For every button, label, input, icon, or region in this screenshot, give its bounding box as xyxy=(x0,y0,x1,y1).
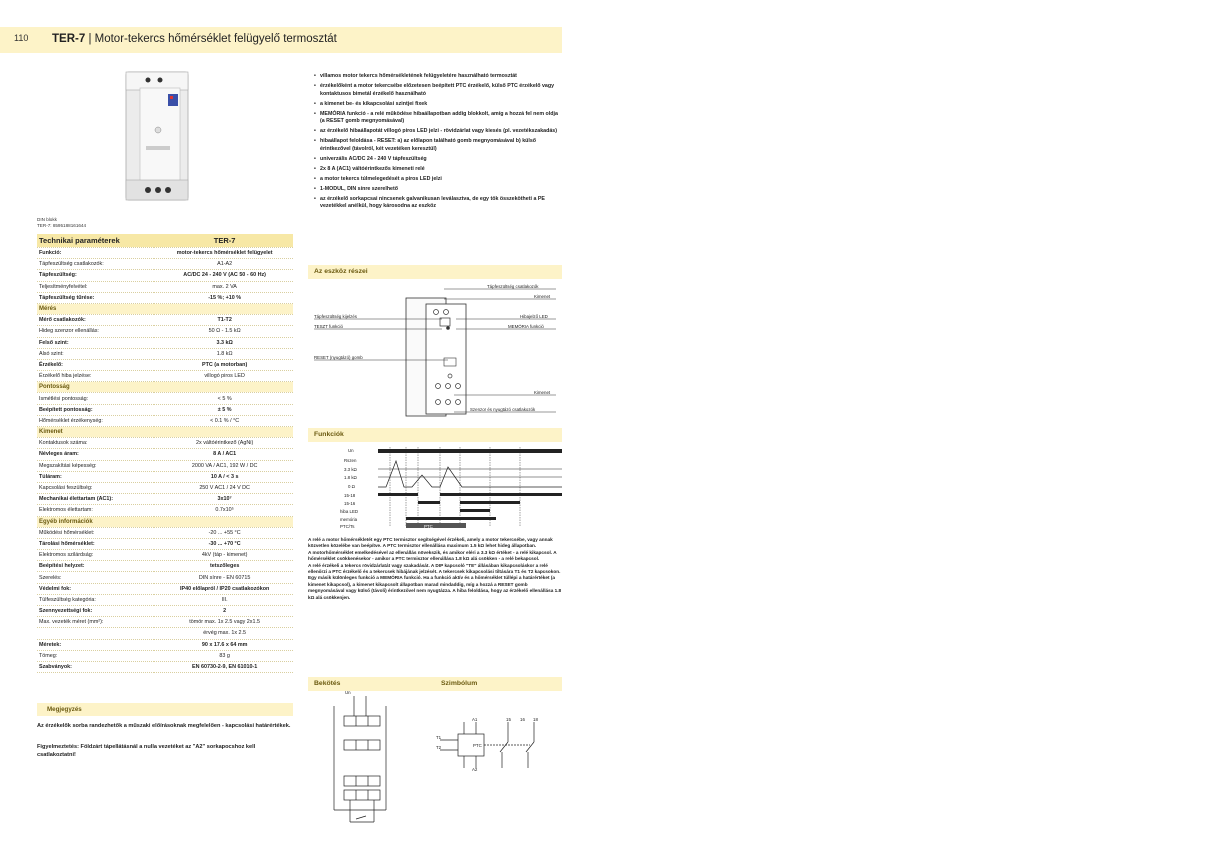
parts-label-supply: Tápfeszültség csatlakozók xyxy=(487,284,539,289)
parts-label-output-top: Kimenet xyxy=(534,294,551,299)
technical-parameters-table xyxy=(37,234,293,673)
feature-item: • villamos motor tekercs hőmérsékletének felügyeletére használható termosztát xyxy=(314,73,562,81)
table-row xyxy=(37,661,293,672)
note-1: Az érzékelők sorba randezhetők a műszaki előírásoknak megfelelően - kapcsolási határértékek. xyxy=(37,723,291,729)
symbol-label-ptc: PTC xyxy=(473,743,482,748)
table-row xyxy=(37,404,293,415)
symbol-label-16: 16 xyxy=(520,717,525,722)
parts-label-reset: RESET (nyugtázó) gomb xyxy=(314,355,363,360)
table-row xyxy=(37,248,293,259)
table-cell-label: Méretek: xyxy=(37,639,154,650)
table-section-title: Egyéb információk xyxy=(37,516,293,527)
table-cell-value: 4kV (táp - kimenet) xyxy=(154,550,293,561)
table-cell-label: Teljesítményfelvétel: xyxy=(37,281,154,292)
table-cell-value: 1.8 kΩ xyxy=(154,348,293,359)
table-header-row xyxy=(37,234,293,248)
table-cell-value: T1-T2 xyxy=(154,315,293,326)
table-cell-value: -15 %; +10 % xyxy=(154,292,293,303)
model-name: TER-7 xyxy=(52,33,86,45)
table-cell-label: Hideg szenzor ellenállás: xyxy=(37,326,154,337)
table-row xyxy=(37,460,293,471)
table-cell-value: 2x váltóérintkező (AgNi) xyxy=(154,438,293,449)
table-cell-label: Max. vezeték méret (mm²): xyxy=(37,617,154,628)
table-cell-label: Túláram: xyxy=(37,471,154,482)
table-row xyxy=(37,650,293,661)
feature-item: • univerzális AC/DC 24 - 240 V tápfeszültség xyxy=(314,156,562,164)
feature-item: • az érzékelő sorkapcsai nincsenek galvanikusan leválasztva, de egy tök összekötheti a PE vezetékkel anélkül, hogy károsodna az eszköz xyxy=(314,196,562,211)
functions-section-header: Funkciók xyxy=(308,428,562,442)
table-cell-value: III. xyxy=(154,594,293,605)
table-cell-label: Tápfeszültség tűrése: xyxy=(37,292,154,303)
table-cell-label: Tápfeszültség csatlakozók: xyxy=(37,259,154,270)
table-cell-label: Megszakítási képesség: xyxy=(37,460,154,471)
page-number: 110 xyxy=(14,33,29,43)
table-cell-label: Beépített pontosság: xyxy=(37,404,154,415)
parts-leader-lines xyxy=(314,282,556,414)
symbol-label-t2: T2 xyxy=(436,745,442,750)
table-cell-label: Alsó szint: xyxy=(37,348,154,359)
table-cell-value: tetszőleges xyxy=(154,561,293,572)
table-row xyxy=(37,438,293,449)
table-cell-label: Ismétlési pontosság: xyxy=(37,393,154,404)
table-cell-value: -20 ... +55 °C xyxy=(154,527,293,538)
table-cell-value: 2000 VA / AC1, 192 W / DC xyxy=(154,460,293,471)
table-row xyxy=(37,538,293,549)
table-section-row xyxy=(37,427,293,438)
table-row xyxy=(37,292,293,303)
func-label-rszen: Rszen xyxy=(344,458,357,463)
feature-list xyxy=(314,73,562,213)
table-cell-label: Tárolási hőmérséklet: xyxy=(37,538,154,549)
table-cell-value: 250 V AC1 / 24 V DC xyxy=(154,482,293,493)
func-label-1-8k: 1.8 kΩ xyxy=(344,475,357,480)
func-label-ptc-ts: PTC/Ts xyxy=(340,524,355,529)
description-paragraph: A motorhőmérséklet emelkedésével az ellenállás növekszik, és amikor eléri a 3.3 kΩ értéket - a relé kikapcsol. A hőmérséklet csökkenésekor - amikor a PTC termisztor ellenállása 1.8 kΩ alá csökken - a relé bekapcsol. xyxy=(308,549,557,562)
table-row xyxy=(37,471,293,482)
func-label-0: 0 Ω xyxy=(348,484,355,489)
table-cell-label: Beépítési helyzet: xyxy=(37,561,154,572)
table-row xyxy=(37,505,293,516)
parts-label-fault-led: Hibajelző LED xyxy=(520,314,548,319)
notes-header: Megjegyzés xyxy=(37,703,293,716)
func-label-15-16: 15-16 xyxy=(344,501,356,506)
table-cell-label: Mérő csatlakozók: xyxy=(37,315,154,326)
func-label-3-3k: 3.3 kΩ xyxy=(344,467,357,472)
table-cell-value: < 5 % xyxy=(154,393,293,404)
feature-item: • 1-MODUL, DIN sínre szerelhető xyxy=(314,186,562,194)
table-cell-label: Védelmi fok: xyxy=(37,583,154,594)
table-cell-value: tömör max. 1x 2.5 vagy 2x1.5 xyxy=(154,617,293,628)
feature-item: • 2x 8 A (AC1) váltóérintkezős kimeneti relé xyxy=(314,166,562,174)
symbol-diagram xyxy=(440,722,545,768)
table-row xyxy=(37,359,293,370)
wiring-section-header: Bekötés xyxy=(308,677,435,691)
table-row xyxy=(37,561,293,572)
table-cell-value: 10 A / < 3 s xyxy=(154,471,293,482)
parts-label-power-indicator: Tápfeszültség kijelzés xyxy=(314,314,357,319)
table-cell-label: Kontaktusok száma: xyxy=(37,438,154,449)
table-cell-label: Szabványok: xyxy=(37,661,154,672)
table-section-row xyxy=(37,303,293,314)
feature-item: • a kimenet be- és kikapcsolási szintjei fixek xyxy=(314,101,562,109)
description-paragraph: A relé érzékeli a tekercs rövidzárlatát vagy szakadását. A DIP kapcsoló "TE" állásában kikapcsoláskor a relé ellenőrzi a PTC érzékelő és a tekercsek hibájának jelzését. A tekercsek kikapcsolási tiltására T1 és T2 kapcsokon. xyxy=(308,562,561,575)
title-subtitle: Motor-tekercs hőmérséklet felügyelő termosztát xyxy=(94,33,337,45)
table-row xyxy=(37,326,293,337)
function-description xyxy=(308,537,562,601)
table-cell-value: 3x10⁷ xyxy=(154,494,293,505)
table-cell-value: 8 A / AC1 xyxy=(154,449,293,460)
table-row xyxy=(37,572,293,583)
feature-item: • az érzékelő hibaállapotát villogó piros LED jelzi - rövidzárlat vagy kiesés (pl. vezetékszakadás) xyxy=(314,128,562,136)
table-cell-label: Elektromos élettartam: xyxy=(37,505,154,516)
parts-label-sensor: Szenzor és nyugtázó csatlakozók xyxy=(470,407,536,412)
table-section-row xyxy=(37,516,293,527)
table-cell-value: 0.7x10⁵ xyxy=(154,505,293,516)
table-row xyxy=(37,259,293,270)
table-cell-value: 83 g xyxy=(154,650,293,661)
table-cell-label: Kapcsolási feszültség: xyxy=(37,482,154,493)
table-section-title: Mérés xyxy=(37,303,293,314)
table-cell-label: Hőmérséklet érzékenység: xyxy=(37,415,154,426)
symbol-label-t1: T1 xyxy=(436,735,442,740)
table-cell-label: Szennyezettségi fok: xyxy=(37,606,154,617)
table-section-title: Pontosság xyxy=(37,382,293,393)
table-cell-label: Mechanikai élettartam (AC1): xyxy=(37,494,154,505)
table-cell-value: max. 2 VA xyxy=(154,281,293,292)
func-label-ptc: PTC xyxy=(424,524,433,529)
product-image xyxy=(118,70,198,202)
table-cell-value: 50 Ω - 1.5 kΩ xyxy=(154,326,293,337)
table-row xyxy=(37,606,293,617)
table-section-row xyxy=(37,382,293,393)
table-cell-value: AC/DC 24 - 240 V (AC 50 - 60 Hz) xyxy=(154,270,293,281)
title-separator: | xyxy=(88,33,92,45)
table-row xyxy=(37,494,293,505)
table-row xyxy=(37,371,293,382)
func-label-un: Un xyxy=(348,448,354,453)
table-row xyxy=(37,617,293,628)
func-label-fault-led: hiba LED xyxy=(340,509,359,514)
photo-caption-1: DIN blokk xyxy=(37,217,57,222)
table-cell-value: ± 5 % xyxy=(154,404,293,415)
table-cell-value: motor-tekercs hőmérséklet felügyelet xyxy=(154,248,293,259)
table-row xyxy=(37,315,293,326)
table-cell-label: Túlfeszültség kategória: xyxy=(37,594,154,605)
feature-item: • MEMÓRIA funkció - a relé működése hibaállapotban addig blokkolt, amíg a hozzá fel nem oldja (a RESET gomb megnyomásával) xyxy=(314,111,562,126)
table-row xyxy=(37,583,293,594)
table-row xyxy=(37,594,293,605)
table-cell-value: EN 60730-2-9, EN 61010-1 xyxy=(154,661,293,672)
table-row xyxy=(37,628,293,639)
table-cell-label: Funkció: xyxy=(37,248,154,259)
page-title xyxy=(52,33,337,45)
table-row xyxy=(37,337,293,348)
table-section-title: Kimenet xyxy=(37,427,293,438)
func-label-memory: memória xyxy=(340,517,358,522)
table-header-model: TER-7 xyxy=(154,234,293,248)
table-row xyxy=(37,393,293,404)
table-cell-value: IP40 előlapról / IP20 csatlakozókon xyxy=(154,583,293,594)
table-cell-label: Érzékelő hiba jelzése: xyxy=(37,371,154,382)
func-label-15-18: 15-18 xyxy=(344,493,356,498)
parts-label-test: TESZT funkció xyxy=(314,324,343,329)
description-paragraph: Egy másik különleges funkció a MEMÓRIA funkció. Ha a funkció aktív és a hőmérséklet túllépi a határértéket (a kimenet kikapcsol), a kimenet kikapcsolt állapotban marad mindaddig, míg a hozzá a RESET gomb megnyomásával vagy külső (távoli) érintkezővel nem nyugtázza. A hiba feloldása, hogy az érzékelő ellenállása 1.8 kΩ alá csökkenjen. xyxy=(308,575,562,600)
description-paragraph: A relé a motor hőmérsékletét egy PTC termisztor segítségével érzékeli, amely a motor tekercsébe, vagy annak közvetlen közelébe van beépítve. A PTC termisztor ellenállása maximum 1.5 kΩ lehet hideg állapotban. xyxy=(308,537,553,549)
wiring-diagram xyxy=(330,692,390,827)
symbol-label-a1: A1 xyxy=(472,717,478,722)
table-cell-label xyxy=(37,628,154,639)
note-2: Figyelmeztetés: Földzárt tápellátásnál a nulla vezetéket az "A2" sorkapocshoz kell csatlakoztatni! xyxy=(37,744,256,758)
table-row xyxy=(37,415,293,426)
table-row xyxy=(37,639,293,650)
wiring-label-un: Un xyxy=(345,690,351,695)
symbol-label-a2: A2 xyxy=(472,767,478,772)
parts-label-memory: MEMÓRIA funkció xyxy=(508,324,544,329)
table-row xyxy=(37,270,293,281)
function-timing-diagram xyxy=(370,447,562,531)
table-row xyxy=(37,482,293,493)
table-cell-label: Tápfeszültség: xyxy=(37,270,154,281)
table-cell-label: Névleges áram: xyxy=(37,449,154,460)
table-row xyxy=(37,281,293,292)
table-cell-value: villogó piros LED xyxy=(154,371,293,382)
symbol-label-18: 18 xyxy=(533,717,538,722)
table-cell-value: 2 xyxy=(154,606,293,617)
table-row xyxy=(37,348,293,359)
symbol-label-15: 15 xyxy=(506,717,511,722)
table-cell-value: 90 x 17.6 x 64 mm xyxy=(154,639,293,650)
table-header-label: Technikai paraméterek xyxy=(37,234,154,248)
table-cell-value: < 0.1 % / °C xyxy=(154,415,293,426)
table-cell-label: Működési hőmérséklet: xyxy=(37,527,154,538)
table-cell-label: Szerelés: xyxy=(37,572,154,583)
parts-section-header: Az eszköz részei xyxy=(308,265,562,279)
table-cell-label: Érzékelő: xyxy=(37,359,154,370)
table-row xyxy=(37,449,293,460)
symbol-section-header: Szimbólum xyxy=(435,677,562,691)
table-cell-value: érvég max. 1x 2.5 xyxy=(154,628,293,639)
table-cell-label: Felső szint: xyxy=(37,337,154,348)
feature-item: • érzékelőként a motor tekercsébe előzetesen beépített PTC érzékelő, külső PTC érzékelő vagy kontaktusos bimetál érzékelő használható xyxy=(314,83,562,98)
table-row xyxy=(37,527,293,538)
table-cell-value: 3.3 kΩ xyxy=(154,337,293,348)
table-row xyxy=(37,550,293,561)
table-cell-value: DIN sínre - EN 60715 xyxy=(154,572,293,583)
feature-item: • a motor tekercs túlmelegedését a piros LED jelzi xyxy=(314,176,562,184)
table-cell-value: A1-A2 xyxy=(154,259,293,270)
table-cell-value: PTC (a motorban) xyxy=(154,359,293,370)
table-cell-value: -30 ... +70 °C xyxy=(154,538,293,549)
photo-caption-2: TER-7: 8595188161644 xyxy=(37,223,87,228)
table-cell-label: Tömeg: xyxy=(37,650,154,661)
feature-item: • hibaállapot feloldása - RESET: a) az előlapon található gomb megnyomásával b) külső érintkezővel (távolról, két vezetéken keresztül) xyxy=(314,138,562,153)
parts-label-output-bottom: Kimenet xyxy=(534,390,551,395)
table-cell-label: Elektromos szilárdság: xyxy=(37,550,154,561)
